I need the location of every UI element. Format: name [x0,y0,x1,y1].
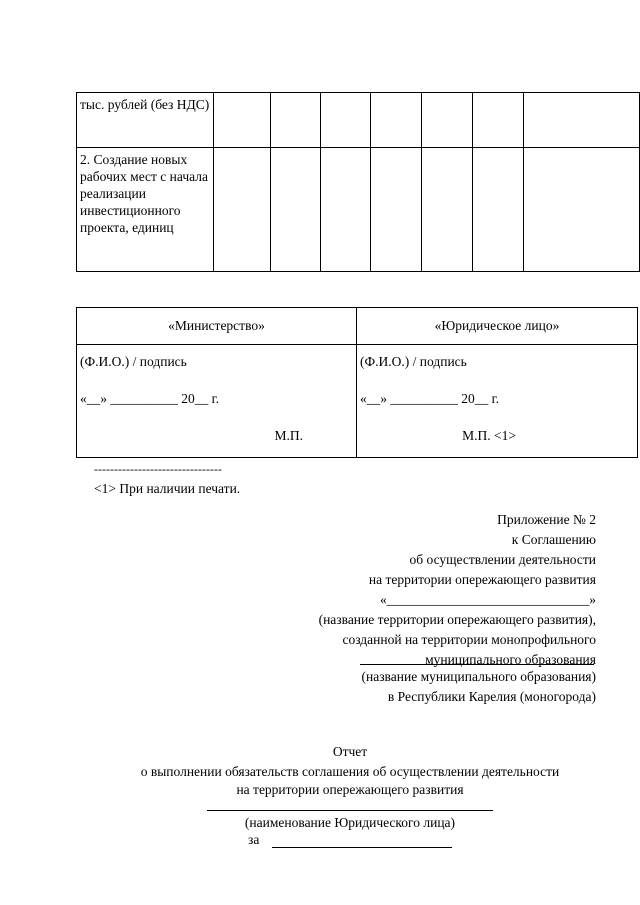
ministry-header: «Министерство» [77,308,357,345]
table-cell [473,93,524,148]
municipality-caption: (название муниципального образования) [361,669,596,684]
period-blank-line [272,847,452,848]
ministry-signature-cell [77,345,357,458]
signature-body-row [77,345,638,458]
signature-header-row [77,308,638,345]
table-cell [370,93,422,148]
table-cell [320,148,370,272]
table-row [77,93,640,148]
report-subtitle-line2: на территории опережающего развития [236,782,464,797]
table-cell [271,148,321,272]
appendix-header [319,510,596,670]
footnote-separator: -------------------------------- [94,462,222,476]
entity-fio: (Ф.И.О.) / подпись [360,354,467,369]
ministry-stamp: М.П. [274,428,303,443]
appendix-line: об осуществлении деятельности [409,552,596,567]
period-label: за [248,832,260,847]
appendix-line: «______________________________» [380,592,596,607]
table-row [77,148,640,272]
table-cell [523,93,639,148]
table-cell [523,148,639,272]
table-cell [422,148,473,272]
entity-date: «__» __________ 20__ г. [360,391,500,406]
table-cell [473,148,524,272]
report-subtitle-line1: о выполнении обязательств соглашения об осуществлении деятельности [140,764,560,779]
ministry-fio: (Ф.И.О.) / подпись [80,354,187,369]
appendix-line: к Соглашению [511,532,596,547]
table-cell [214,93,271,148]
table-cell [271,93,321,148]
legal-entity-header: «Юридическое лицо» [357,308,638,345]
report-title: Отчет [332,744,368,759]
entity-signature-cell [357,345,638,458]
appendix-line: созданной на территории монопрофильного [342,632,596,647]
region-line: в Республики Карелия (моногорода) [387,689,596,704]
appendix-line: Приложение № 2 [497,512,596,527]
table-cell [320,93,370,148]
table-cell [214,148,271,272]
table-cell [422,93,473,148]
entity-stamp: М.П. <1> [462,428,516,443]
appendix-line: (название территории опережающего развития), [318,612,596,627]
indicators-table [76,92,640,272]
municipality-block [362,667,596,707]
appendix-line: муниципального образования [425,652,596,667]
ministry-date: «__» __________ 20__ г. [80,391,220,406]
entity-caption: (наименование Юридического лица) [244,815,456,830]
signature-table [76,307,638,458]
row-label: тыс. рублей (без НДС) [77,93,214,148]
municipality-blank-line [360,664,594,665]
appendix-line: на территории опережающего развития [368,572,596,587]
entity-blank-line [207,810,493,811]
row-label: 2. Создание новых рабочих мест с начала реализации инвестиционного проекта, единиц [77,148,214,272]
footnote-text: <1> При наличии печати. [94,481,241,496]
table-cell [370,148,422,272]
